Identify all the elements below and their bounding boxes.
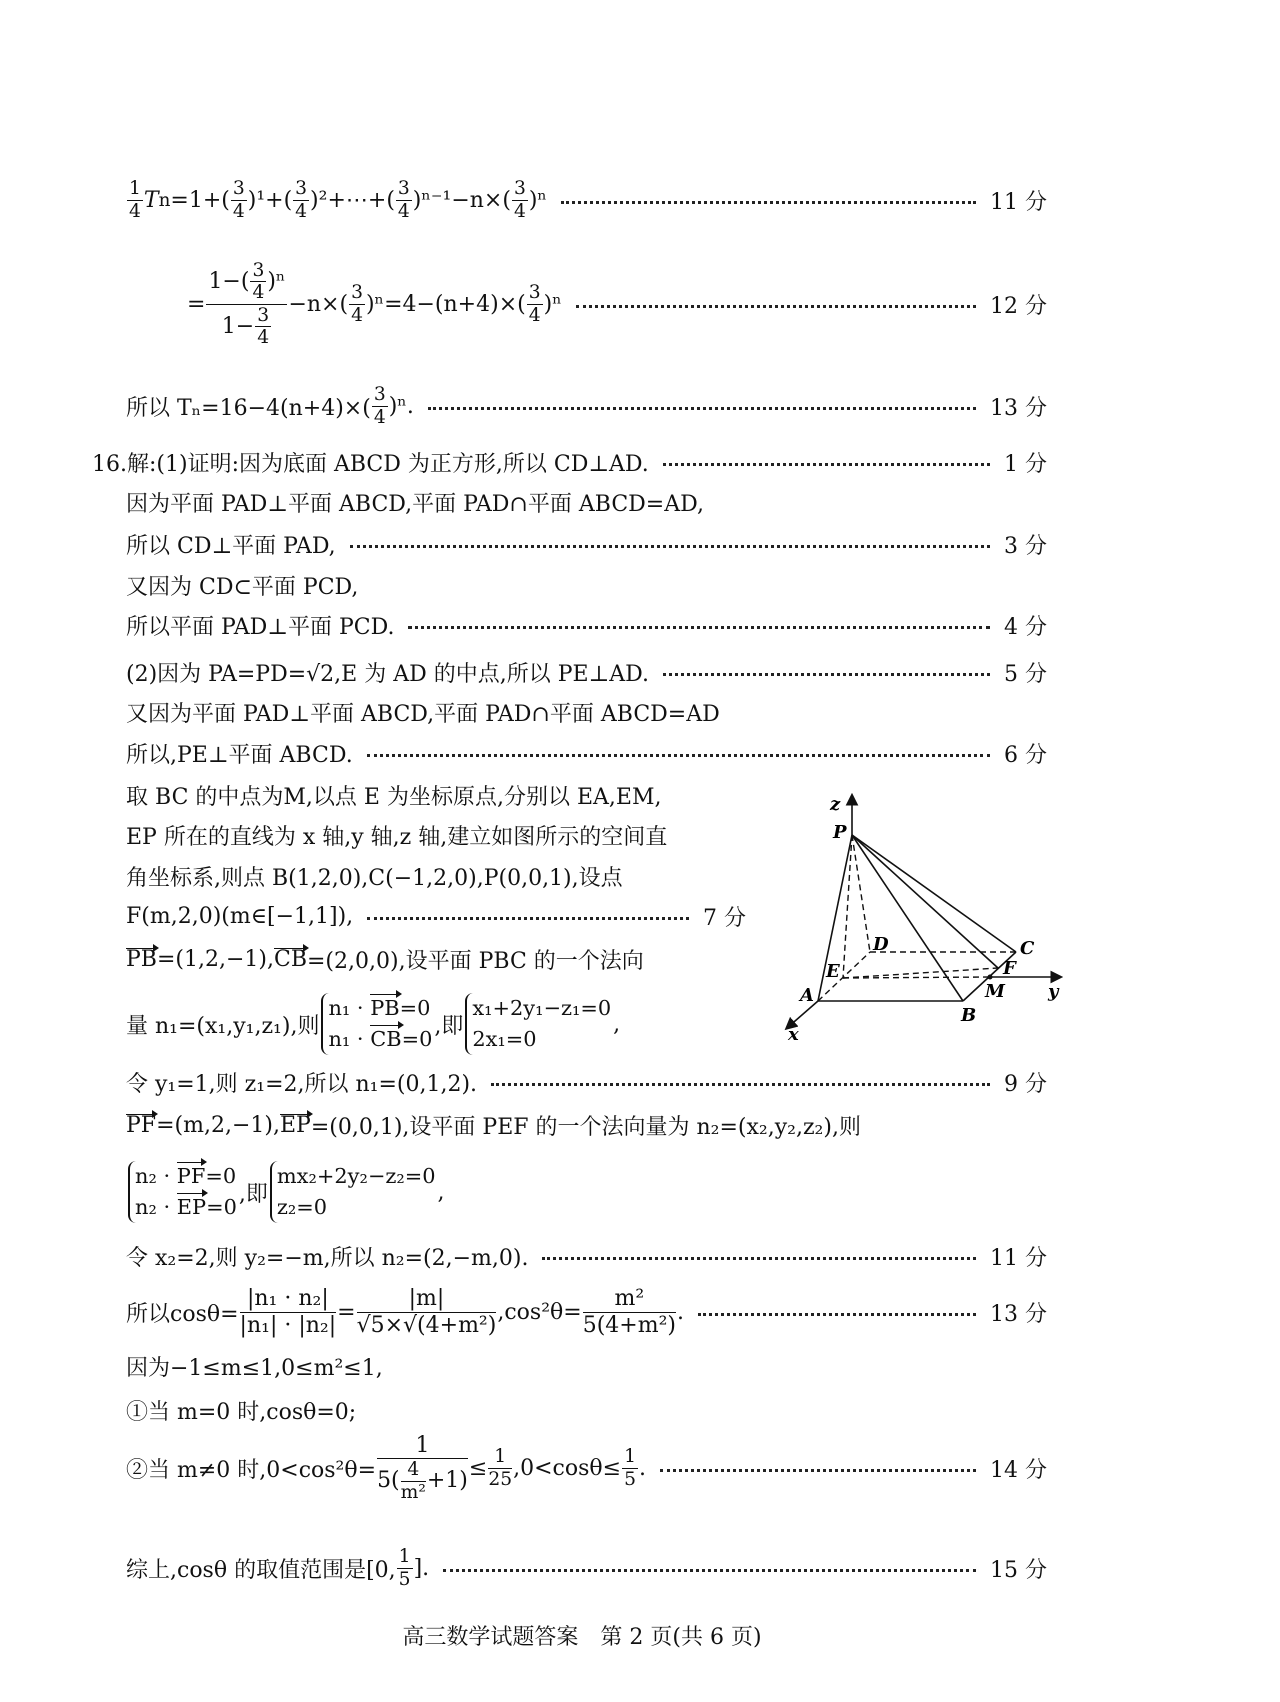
dot-leader <box>663 673 990 676</box>
equation-system: mx₂+2y₂−z₂=0 z₂=0 <box>270 1161 436 1224</box>
solution-line: n₂ · PF=0 n₂ · EP=0 ,即 mx₂+2y₂−z₂=0 z₂=0 , <box>126 1157 1047 1227</box>
solution-line: 因为平面 PAD⊥平面 ABCD,平面 PAD∩平面 ABCD=AD, <box>126 491 704 517</box>
fraction: 1 5 <box>398 1546 411 1590</box>
svg-text:M: M <box>985 981 1005 1002</box>
solution-line: 又因为 CD⊂平面 PCD, <box>126 574 359 600</box>
dot-leader <box>367 754 990 757</box>
solution-line: ①当 m=0 时,cosθ=0; <box>126 1399 357 1425</box>
dot-leader <box>408 626 990 629</box>
solution-line: EP 所在的直线为 x 轴,y 轴,z 轴,建立如图所示的空间直 <box>126 824 668 850</box>
fraction: $\frac{|m|}{\text{√5×√(4+m²)}}$ <box>356 1286 497 1338</box>
score: 6 分 <box>1004 742 1047 768</box>
score: 13 分 <box>990 395 1047 421</box>
fraction: 3 4 <box>513 178 526 222</box>
dot-leader <box>660 1469 976 1472</box>
solution-line: 所以,PE⊥平面 ABCD. 6 分 <box>126 733 1047 773</box>
dot-leader <box>576 305 976 308</box>
solution-line: 所以 CD⊥平面 PAD, 3 分 <box>126 524 1047 564</box>
page-footer: 高三数学试题答案 第 2 页(共 6 页) <box>402 1625 762 1650</box>
fraction: $\frac{1}{5}$ <box>624 1446 636 1490</box>
solution-line: 所以平面 PAD⊥平面 PCD. 4 分 <box>126 605 1047 645</box>
svg-text:P: P <box>833 822 847 843</box>
fraction: 3 4 <box>232 178 245 222</box>
solution-line: 令 x₂=2,则 y₂=−m,所以 n₂=(2,−m,0). 11 分 <box>126 1236 1047 1276</box>
dot-leader <box>542 1257 976 1260</box>
pyramid-figure <box>760 770 1070 1050</box>
score: 3 分 <box>1004 533 1047 559</box>
svg-text:z: z <box>830 794 841 815</box>
fraction: 3 4 <box>295 178 308 222</box>
svg-text:D: D <box>873 934 889 955</box>
dot-leader <box>367 917 689 920</box>
fraction: 3 4 <box>397 178 410 222</box>
dot-leader <box>698 1313 976 1316</box>
solution-line: 综上,cosθ 的取值范围是[0, 1 5 ]. 15 分 <box>126 1546 1047 1590</box>
dot-leader <box>428 407 976 410</box>
solution-line: F(m,2,0)(m∈[−1,1]), 7 分 <box>126 896 746 936</box>
svg-text:B: B <box>961 1005 977 1026</box>
dot-leader <box>663 463 990 466</box>
point-M <box>988 975 993 980</box>
equation-system: n₂ · PF=0 n₂ · EP=0 <box>128 1161 237 1224</box>
solution-line: = 1−( $\frac{3}{4}$ )ⁿ 1− $\frac{3}{4}$ −n×( 3 4 )ⁿ=4−(n+4)×( 3 4 )ⁿ 12 分 <box>187 259 1047 348</box>
svg-text:A: A <box>800 985 814 1006</box>
svg-text:y: y <box>1048 981 1059 1002</box>
svg-text:x: x <box>788 1024 799 1045</box>
fraction: 1−( $\frac{3}{4}$ )ⁿ 1− $\frac{3}{4}$ <box>208 259 286 348</box>
equation-system: n₁ · PB=0 n₁ · CB=0 <box>321 993 432 1056</box>
solution-line: 量 n₁=(x₁,y₁,z₁),则 n₁ · PB=0 n₁ · CB=0 ,即 x₁+2y₁−z₁=0 2x₁=0 , <box>126 989 746 1059</box>
dot-leader <box>443 1569 976 1572</box>
solution-line: 所以 Tₙ=16−4(n+4)×( 3 4 )ⁿ. 13 分 <box>126 384 1047 428</box>
solution-line: (2)因为 PA=PD=√2,E 为 AD 的中点,所以 PE⊥AD. 5 分 <box>126 652 1047 692</box>
score: 1 分 <box>1004 451 1047 477</box>
fraction: $\frac{\text{|n₁ · n₂|}}{\text{|n₁| · |n₂|}}$ <box>239 1286 337 1338</box>
score: 4 分 <box>1004 614 1047 640</box>
score: 13 分 <box>990 1301 1047 1327</box>
dot-leader <box>561 201 976 204</box>
svg-text:C: C <box>1020 938 1035 959</box>
score: 5 分 <box>1004 661 1047 687</box>
solution-line: PB =(1,2,−1), CB =(2,0,0),设平面 PBC 的一个法向 <box>126 946 644 974</box>
solution-line: 又因为平面 PAD⊥平面 ABCD,平面 PAD∩平面 ABCD=AD <box>126 701 720 727</box>
solution-line: 1 4 T n =1+( 3 4 )¹+( 3 4 )²+⋯+( 3 4 )ⁿ⁻¹−n×( 3 4 )ⁿ 11 分 <box>129 178 1047 222</box>
solution-line: ②当 m≠0 时,0<cos²θ= 1 5( $\frac{4}{\text{m²}}$ +1) ≤ $\frac{1}{25}$ ,0<cosθ≤ $\frac{1}{5}$ . 14 分 <box>126 1432 1047 1503</box>
solution-line: 因为−1≤m≤1,0≤m²≤1, <box>126 1355 383 1381</box>
dot-leader <box>491 1083 990 1086</box>
score: 14 分 <box>990 1457 1047 1483</box>
dot-leader <box>350 545 990 548</box>
score: 9 分 <box>1004 1071 1047 1097</box>
solution-line: 取 BC 的中点为M,以点 E 为坐标原点,分别以 EA,EM, <box>126 784 662 810</box>
fraction: 1 5( $\frac{4}{\text{m²}}$ +1) <box>377 1432 468 1503</box>
score: 11 分 <box>990 1245 1047 1271</box>
score: 7 分 <box>703 905 746 931</box>
fraction: 3 4 <box>373 384 386 428</box>
svg-text:F: F <box>1003 958 1016 979</box>
solution-line: 令 y₁=1,则 z₁=2,所以 n₁=(0,1,2). 9 分 <box>126 1062 1047 1102</box>
score: 15 分 <box>990 1557 1047 1583</box>
score: 11 分 <box>990 189 1047 215</box>
edge-PD <box>852 835 870 952</box>
score: 12 分 <box>990 293 1047 319</box>
svg-text:E: E <box>826 961 840 982</box>
fraction: $\frac{\text{m²}}{\text{5(4+m²)}}$ <box>582 1286 676 1338</box>
equation-system: x₁+2y₁−z₁=0 2x₁=0 <box>465 993 611 1056</box>
solution-line: PF =(m,2,−1), EP =(0,0,1),设平面 PEF 的一个法向量为 n₂=(x₂,y₂,z₂),则 <box>126 1112 861 1140</box>
fraction: $\frac{1}{25}$ <box>488 1446 513 1490</box>
solution-line: 所以cosθ= $\frac{\text{|n₁ · n₂|}}{\text{|n₁| · |n₂|}}$ = $\frac{|m|}{\text{√5×√(4+m²)}}$ ,cos²θ= $\frac{\text{m²}}{\text{5(4+m²)}}$ . 13 分 <box>126 1286 1047 1338</box>
solution-line: 角坐标系,则点 B(1,2,0),C(−1,2,0),P(0,0,1),设点 <box>126 865 623 891</box>
solution-line: 16.解:(1)证明:因为底面 ABCD 为正方形,所以 CD⊥AD. 1 分 <box>92 442 1047 482</box>
fraction: 3 4 <box>528 282 541 326</box>
fraction: 3 4 <box>351 282 363 326</box>
fraction: 1 4 <box>129 178 141 222</box>
